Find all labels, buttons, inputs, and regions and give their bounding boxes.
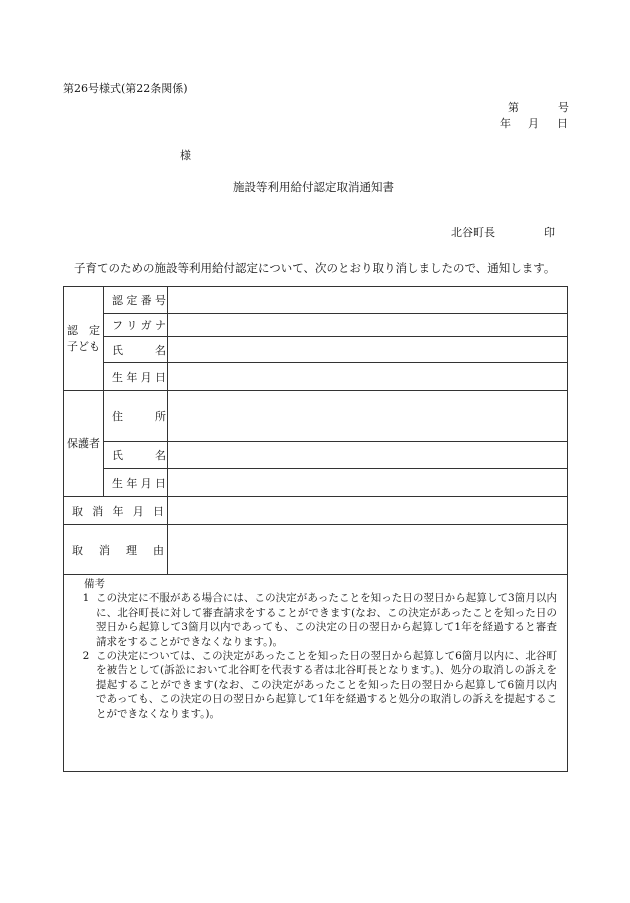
note-item (76, 591, 557, 649)
guardian-name-label: 氏 名 (104, 442, 168, 469)
child-birthdate-label: 生 年 月 日 (104, 363, 168, 391)
cancel-reason-field[interactable] (168, 525, 568, 575)
note-text: この決定に不服がある場合には、この決定があったことを知った日の翌日から起算して3箇月以内に、北谷町長に対して審査請求をすることができます(なお、この決定があったことを知った日の翌日から起算して3箇月以内であっても、この決定の日の翌日から起算して1年を経過すると審査請求をすることができなくなります。)。 (96, 592, 557, 648)
notes-heading: 備考 (84, 578, 105, 590)
cert-number-field[interactable] (168, 287, 568, 314)
guardian-birthdate-field[interactable] (168, 469, 568, 497)
date-day: 日 (557, 117, 568, 130)
seal-mark: 印 (544, 226, 555, 239)
child-group-label (64, 287, 104, 391)
note-number: 1 (82, 592, 90, 605)
form-number: 第26号様式(第22条関係) (63, 82, 188, 95)
child-name-field[interactable] (168, 337, 568, 363)
date-year: 年 (500, 117, 511, 130)
notes-section (64, 575, 568, 772)
guardian-address-label: 住 所 (104, 391, 168, 442)
notification-table (63, 286, 568, 772)
cancel-date-label: 取 消 年 月 日 (64, 497, 168, 525)
note-item (76, 649, 557, 721)
child-furigana-field[interactable] (168, 314, 568, 337)
guardian-name-field[interactable] (168, 442, 568, 469)
cert-number-label: 認 定 番 号 (104, 287, 168, 314)
cancel-reason-label: 取 消 理 由 (64, 525, 168, 575)
child-birthdate-field[interactable] (168, 363, 568, 391)
guardian-address-field[interactable] (168, 391, 568, 442)
child-label-line2: 子ども (67, 339, 100, 353)
guardian-birthdate-label: 生 年 月 日 (104, 469, 168, 497)
note-number: 2 (82, 650, 90, 663)
child-name-label: 氏 名 (104, 337, 168, 363)
child-furigana-label: フ リ ガ ナ (104, 314, 168, 337)
issuer-name: 北谷町長 (451, 226, 495, 239)
guardian-group-label: 保護者 (64, 391, 104, 497)
number-prefix: 第 (508, 101, 519, 114)
note-text: この決定については、この決定があったことを知った日の翌日から起算して6箇月以内に、北谷町を被告として(訴訟において北谷町を代表する者は北谷町長となります。)、処分の取消しの訴えを提起することができます(なお、この決定があったことを知った日の翌日から起算して6箇月以内であっても、この決定の日の翌日から起算して1年を経過すると処分の取消しの訴えを提起することができなくなります。)。 (96, 650, 557, 720)
lead-text: 子育てのための施設等利用給付認定について、次のとおり取り消しましたので、通知します。 (74, 261, 556, 275)
document-title: 施設等利用給付認定取消通知書 (233, 180, 394, 194)
cancel-date-field[interactable] (168, 497, 568, 525)
number-suffix: 号 (558, 101, 569, 114)
child-label-line1: 認 定 (67, 323, 100, 337)
date-month: 月 (528, 117, 539, 130)
addressee-suffix: 様 (180, 149, 191, 162)
